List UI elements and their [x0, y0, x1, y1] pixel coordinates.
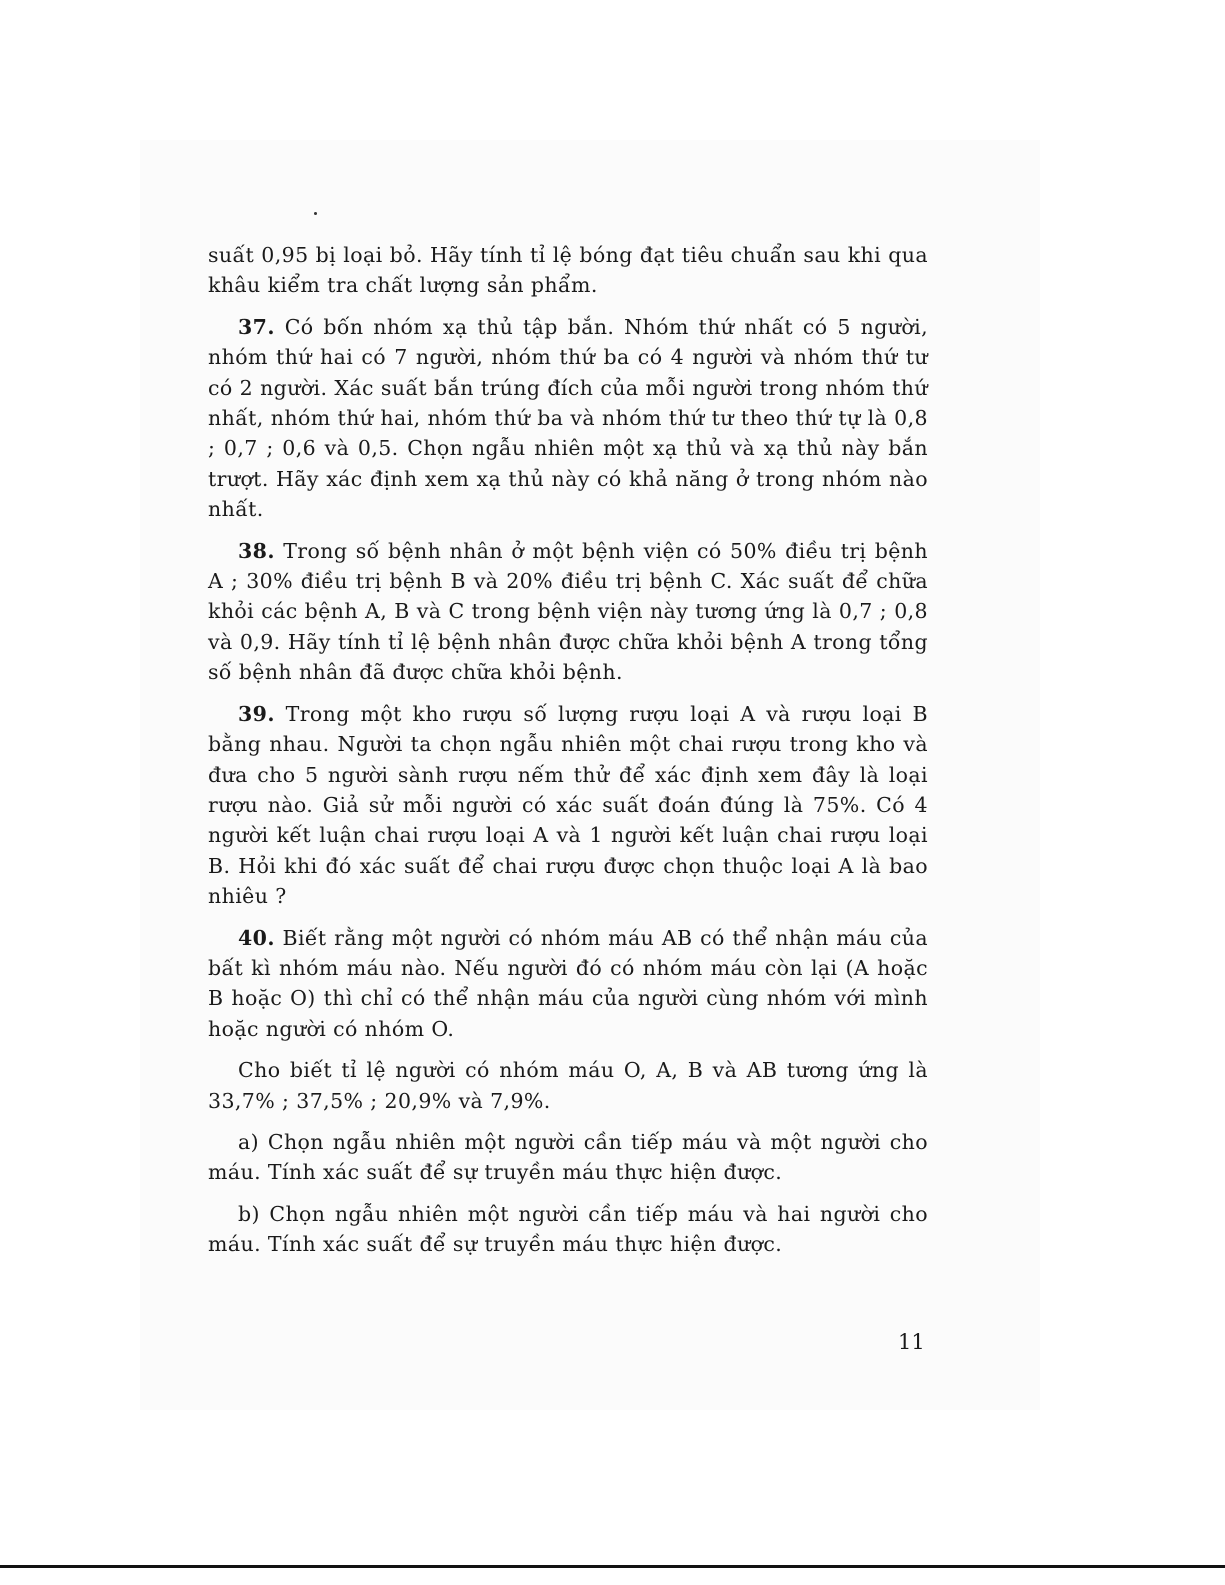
paragraph-text: Có bốn nhóm xạ thủ tập bắn. Nhóm thứ nhất có 5 người, nhóm thứ hai có 7 người, nhóm thứ ba có 4 người và nhóm thứ tư có 2 người. Xác suất bắn trúng đích của mỗi người trong nhóm thứ nhất, nhóm thứ hai, nhóm thứ ba và nhóm thứ tư theo thứ tự là 0,8 ; 0,7 ; 0,6 và 0,5. Chọn ngẫu nhiên một xạ thủ và xạ thủ này bắn trượt. Hãy xác định xem xạ thủ này có khả năng ở trong nhóm nào nhất.	[208, 314, 928, 522]
paragraph-text: suất 0,95 bị loại bỏ. Hãy tính tỉ lệ bóng đạt tiêu chuẩn sau khi qua khâu kiểm tra chất lượng sản phẩm.	[208, 243, 928, 298]
paragraph-text: Trong một kho rượu số lượng rượu loại A và rượu loại B bằng nhau. Người ta chọn ngẫu nhiên một chai rượu trong kho và đưa cho 5 người sành rượu nếm thử để xác định xem đây là loại rượu nào. Giả sử mỗi người có xác suất đoán đúng là 75%. Có 4 người kết luận chai rượu loại A và 1 người kết luận chai rượu loại B. Hỏi khi đó xác suất để chai rượu được chọn thuộc loại A là bao nhiêu ?	[208, 701, 928, 909]
exercise-40	[208, 923, 928, 1045]
exercise-number: 40.	[238, 925, 275, 950]
paragraph-text: a) Chọn ngẫu nhiên một người cần tiếp máu và một người cho máu. Tính xác suất để sự truyền máu thực hiện được.	[208, 1129, 928, 1185]
exercise-number: 38.	[238, 538, 275, 563]
exercise-40-data	[208, 1055, 928, 1116]
paragraph-text: Trong số bệnh nhân ở một bệnh viện có 50% điều trị bệnh A ; 30% điều trị bệnh B và 20% điều trị bệnh C. Xác suất để chữa khỏi các bệnh A, B và C trong bệnh viện này tương ứng là 0,7 ; 0,8 và 0,9. Hãy tính tỉ lệ bệnh nhân được chữa khỏi bệnh A trong tổng số bệnh nhân đã được chữa khỏi bệnh.	[208, 538, 928, 685]
exercise-37	[208, 312, 928, 525]
exercise-40-part-b	[208, 1199, 928, 1260]
paragraph-text: Biết rằng một người có nhóm máu AB có thể nhận máu của bất kì nhóm máu nào. Nếu người đó có nhóm máu còn lại (A hoặc B hoặc O) thì chỉ có thể nhận máu của người cùng nhóm với mình hoặc người có nhóm O.	[208, 925, 928, 1041]
page-body-text	[208, 240, 928, 1271]
paragraph-continuation	[208, 240, 928, 301]
exercise-38	[208, 536, 928, 688]
scan-edge-line	[0, 1565, 1225, 1568]
page-number: 11	[898, 1330, 925, 1354]
exercise-number: 39.	[238, 701, 275, 726]
scan-speck	[314, 212, 317, 215]
exercise-40-part-a	[208, 1127, 928, 1188]
exercise-number: 37.	[238, 314, 275, 339]
paragraph-text: b) Chọn ngẫu nhiên một người cần tiếp máu và hai người cho máu. Tính xác suất để sự truyền máu thực hiện được.	[208, 1201, 928, 1257]
exercise-39	[208, 699, 928, 912]
paragraph-text: Cho biết tỉ lệ người có nhóm máu O, A, B và AB tương ứng là 33,7% ; 37,5% ; 20,9% và 7,9%.	[208, 1058, 928, 1113]
